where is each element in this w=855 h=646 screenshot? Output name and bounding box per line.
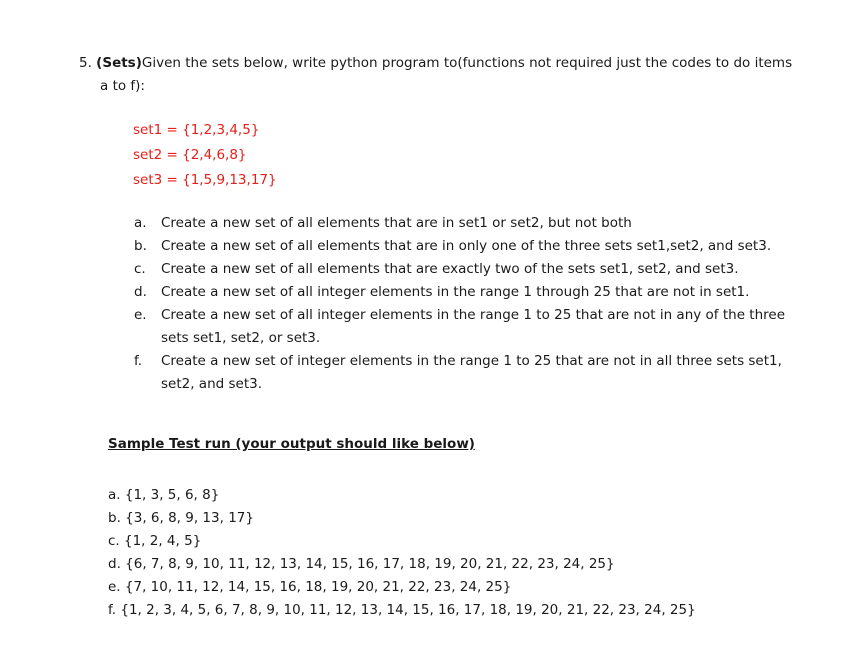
sample-output-a: a. {1, 3, 5, 6, 8} <box>108 487 220 503</box>
task-text: Create a new set of all elements that are in only one of the three sets set1,set2, and set3. <box>161 238 772 254</box>
task-item-a <box>134 212 814 235</box>
task-letter: f. <box>134 353 143 369</box>
task-text: Create a new set of all elements that are in set1 or set2, but not both <box>161 215 632 231</box>
code-line-set1: set1 = {1,2,3,4,5} <box>133 122 260 138</box>
task-text: Create a new set of all elements that are exactly two of the sets set1, set2, and set3. <box>161 261 739 277</box>
sample-output-c: c. {1, 2, 4, 5} <box>108 533 202 549</box>
sample-output-d: d. {6, 7, 8, 9, 10, 11, 12, 13, 14, 15, 16, 17, 18, 19, 20, 21, 22, 23, 24, 25} <box>108 556 615 572</box>
task-text: Create a new set of all integer elements in the range 1 to 25 that are not in any of the three sets set1, set2, or set3. <box>161 307 785 346</box>
code-line-set3: set3 = {1,5,9,13,17} <box>133 172 277 188</box>
task-letter: b. <box>134 238 147 254</box>
task-item-e <box>134 304 814 350</box>
task-text: Create a new set of integer elements in the range 1 to 25 that are not in all three sets set1, set2, and set3. <box>161 353 782 392</box>
question-number: 5. <box>79 55 97 71</box>
sample-output-list <box>108 484 696 622</box>
task-item-b <box>134 235 814 258</box>
question-text-line1: Given the sets below, write python program to(functions not required just the codes to do items <box>141 55 793 71</box>
sample-output-f: f. {1, 2, 3, 4, 5, 6, 7, 8, 9, 10, 11, 12, 13, 14, 15, 16, 17, 18, 19, 20, 21, 22, 23, 24, 25} <box>108 602 696 618</box>
task-item-c <box>134 258 814 281</box>
task-letter: a. <box>134 215 147 231</box>
sample-heading: Sample Test run (your output should like below) <box>108 436 475 452</box>
task-letter: d. <box>134 284 147 300</box>
task-text: Create a new set of all integer elements in the range 1 through 25 that are not in set1. <box>161 284 750 300</box>
task-letter: c. <box>134 261 146 277</box>
task-letter: e. <box>134 307 147 323</box>
task-item-f <box>134 350 814 396</box>
task-item-d <box>134 281 814 304</box>
question-topic: (Sets) <box>96 55 142 71</box>
code-block <box>133 118 277 193</box>
sample-output-b: b. {3, 6, 8, 9, 13, 17} <box>108 510 254 526</box>
sample-output-e: e. {7, 10, 11, 12, 14, 15, 16, 18, 19, 20, 21, 22, 23, 24, 25} <box>108 579 512 595</box>
task-list <box>134 212 814 396</box>
question-heading <box>79 52 819 98</box>
question-text-line2: a to f): <box>100 78 145 94</box>
code-line-set2: set2 = {2,4,6,8} <box>133 147 247 163</box>
